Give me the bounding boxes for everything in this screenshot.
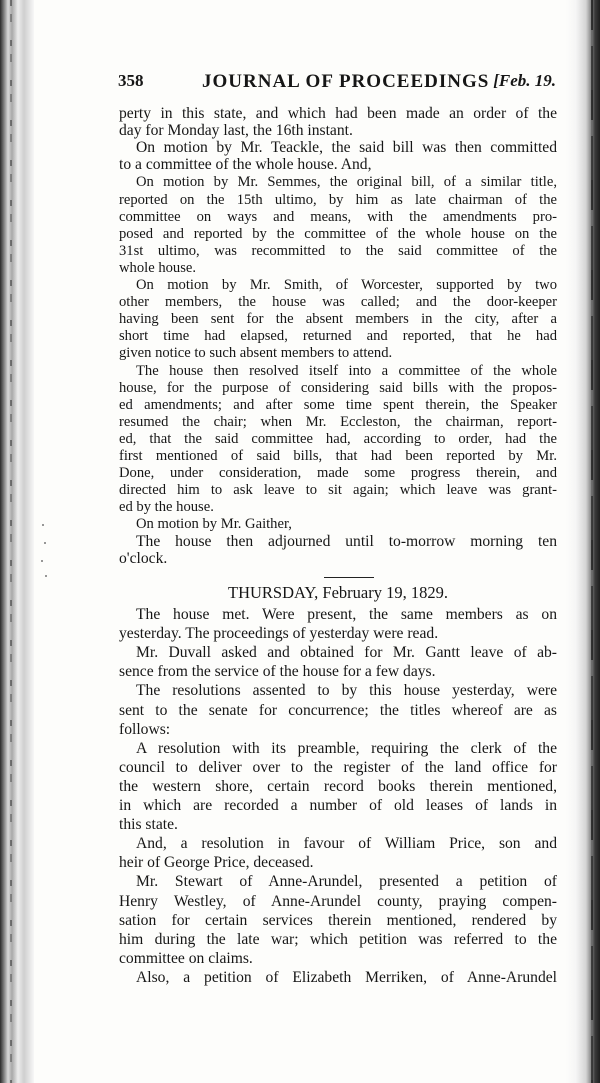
text-line: On motion by Mr. Semmes, the original bill, of a similar title, xyxy=(136,174,557,191)
text-line: short time had elapsed, returned and reported, that he had xyxy=(119,328,557,345)
text-line: The house then resolved itself into a committee of the whole xyxy=(136,362,557,379)
text-line: committee on ways and means, with the amendments pro- xyxy=(119,208,557,225)
text-line: The resolutions assented to by this house yesterday, were xyxy=(136,682,557,700)
text-line: sation for certain services therein mentioned, rendered by xyxy=(119,911,557,929)
text-line: yesterday. The proceedings of yesterday were read. xyxy=(119,625,439,643)
text-line: council to deliver over to the register of the land office for xyxy=(119,758,557,776)
text-line: On motion by Mr. Gaither, xyxy=(136,516,292,533)
text-line: The house met. Were present, the same members as on xyxy=(136,606,557,623)
text-line: 31st ultimo, was recommitted to the said committee of the xyxy=(119,242,557,259)
text-line: directed him to ask leave to sit again; which leave was grant- xyxy=(119,482,557,499)
page-title: JOURNAL OF PROCEEDINGS xyxy=(202,71,490,92)
text-line: A resolution with its preamble, requiring the clerk of the xyxy=(136,739,557,757)
page-edge xyxy=(566,0,600,1083)
text-line: this state. xyxy=(119,816,178,834)
margin-specks xyxy=(40,520,48,580)
text-line: first mentioned of said bills, that had been reported by Mr. xyxy=(119,448,557,464)
section-heading: THURSDAY, February 19, 1829. xyxy=(227,583,448,602)
text-line: committee on claims. xyxy=(119,949,253,967)
text-line: sence from the service of the house for a few days. xyxy=(119,663,436,681)
text-line: to a committee of the whole house. And, xyxy=(119,156,372,174)
text-line: posed and reported by the committee of the whole house on the xyxy=(119,225,557,242)
text-line: ed amendments; and after some time spent therein, the Speaker xyxy=(119,396,557,413)
text-line: in which are recorded a number of old leases of lands in xyxy=(119,797,557,814)
text-line: house, for the purpose of considering said bills with the propos- xyxy=(119,379,557,396)
text-line: Mr. Duvall asked and obtained for Mr. Gantt leave of ab- xyxy=(136,644,557,662)
text-line: heir of George Price, deceased. xyxy=(119,854,314,872)
text-line: Henry Westley, of Anne-Arundel county, praying compen- xyxy=(119,892,557,910)
text-line: ed, that the said committee had, according to order, had the xyxy=(119,430,557,447)
text-line: having been sent for the absent members in the city, after a xyxy=(119,311,557,328)
header-date: [Feb. 19. xyxy=(493,71,556,90)
text-line: whole house. xyxy=(119,259,197,276)
text-line: And, a resolution in favour of William Price, son and xyxy=(136,835,557,853)
text-line: sent to the senate for concurrence; the titles whereof are as xyxy=(119,701,557,719)
text-line: ed by the house. xyxy=(119,499,214,516)
text-line: On motion by Mr. Smith, of Worcester, supported by two xyxy=(136,277,557,293)
text-line: The house then adjourned until to-morrow morning ten xyxy=(136,532,557,550)
text-line: Done, under consideration, made some progress therein, and xyxy=(119,465,557,482)
heading-rule xyxy=(324,577,374,578)
text-line: o'clock. xyxy=(119,549,168,567)
text-line: other members, the house was called; and the door-keeper xyxy=(119,294,557,311)
text-line: On motion by Mr. Teackle, the said bill was then committed xyxy=(136,139,557,157)
text-line: reported on the 15th ultimo, by him as late chairman of the xyxy=(119,191,557,208)
text-line: perty in this state, and which had been made an order of the xyxy=(119,105,557,122)
text-line: Also, a petition of Elizabeth Merriken, of Anne-Arundel xyxy=(136,968,557,986)
text-line: the western shore, certain record books therein mentioned, xyxy=(119,777,557,795)
text-line: day for Monday last, the 16th instant. xyxy=(119,122,353,140)
text-line: Mr. Stewart of Anne-Arundel, presented a petition of xyxy=(136,873,557,891)
running-header xyxy=(118,71,558,97)
text-line: given notice to such absent members to attend. xyxy=(119,345,393,362)
text-line: follows: xyxy=(119,720,171,738)
text-line: him during the late war; which petition was referred to the xyxy=(119,930,557,948)
page-number: 358 xyxy=(118,71,144,90)
text-line: resumed the chair; when Mr. Eccleston, the chairman, report- xyxy=(119,413,557,430)
book-gutter xyxy=(0,0,34,1083)
